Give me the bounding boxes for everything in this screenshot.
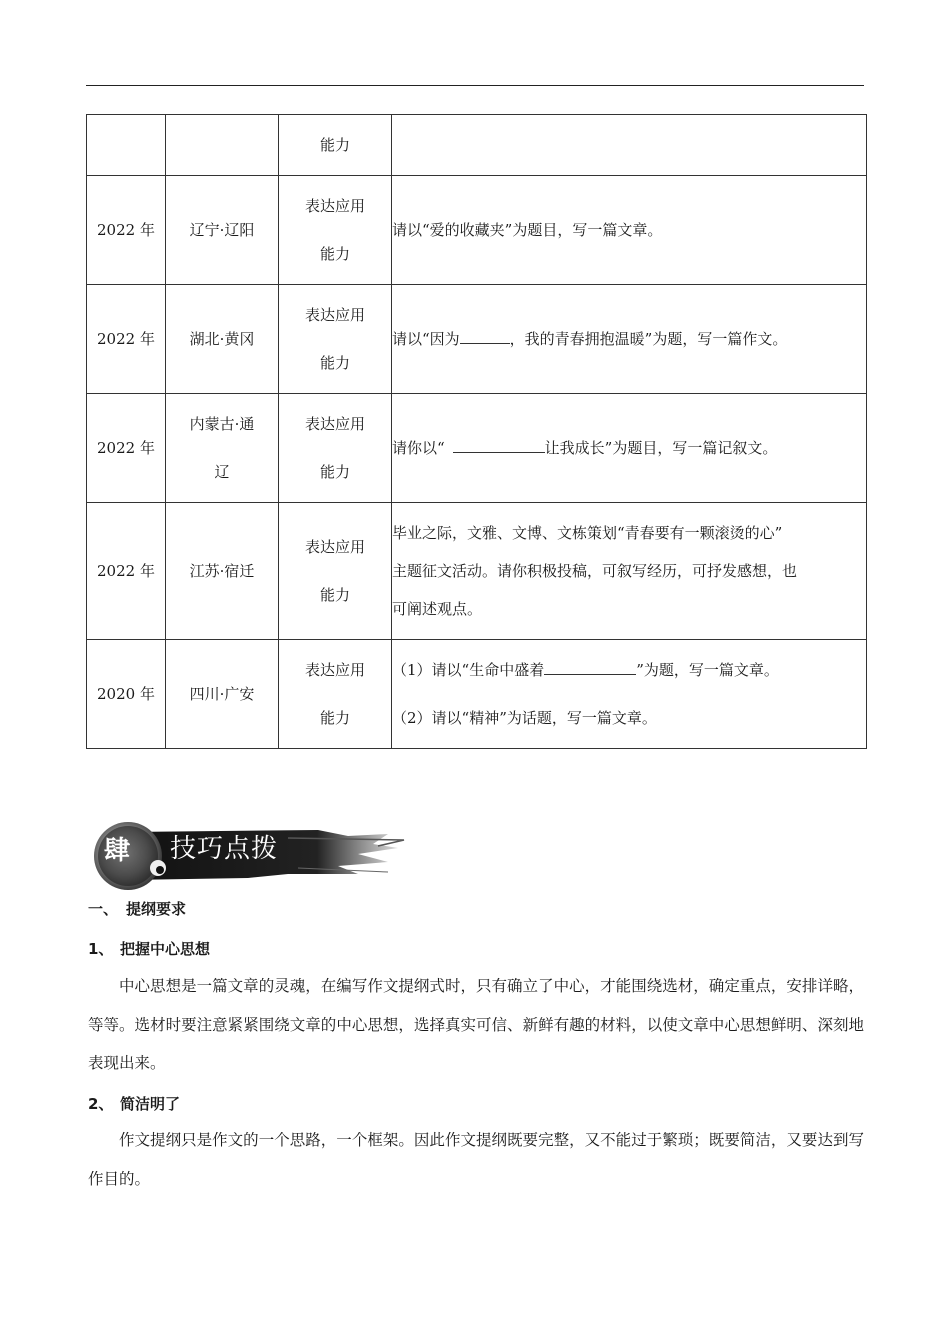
banner-char: 肆 <box>104 836 131 866</box>
fill-blank <box>544 659 636 675</box>
table-row <box>87 115 867 176</box>
task-cell <box>392 115 867 176</box>
region-cell <box>166 115 279 176</box>
task-text: （1）请以“生命中盛着 <box>392 661 545 679</box>
task-line <box>392 646 866 694</box>
task-text: ，我的青春拥抱温暖”为题，写一篇作文。 <box>509 330 788 348</box>
task-line: （2）请以“精神”为话题，写一篇文章。 <box>392 709 657 727</box>
task-line: 主题征文活动。请你积极投稿，可叙写经历，可抒发感想，也 <box>392 562 798 580</box>
section-number: 一、 <box>88 900 119 918</box>
region-cell: 湖北·黄冈 <box>166 285 279 394</box>
year-cell: 2020 年 <box>87 640 166 749</box>
type-cell <box>279 640 392 749</box>
type-line: 能力 <box>319 709 350 727</box>
type-line: 表达应用 <box>304 415 365 433</box>
region-line: 辽 <box>214 463 230 481</box>
section-heading <box>88 898 186 919</box>
exam-table <box>86 114 867 749</box>
section-title: 提纲要求 <box>126 900 187 918</box>
type-line: 能力 <box>319 586 350 604</box>
task-cell <box>392 640 867 749</box>
table-row <box>87 640 867 749</box>
task-text: 请以“因为 <box>392 330 460 348</box>
region-cell: 辽宁·辽阳 <box>166 176 279 285</box>
year-cell <box>87 115 166 176</box>
banner-title: 技巧点拨 <box>170 834 279 864</box>
type-cell: 能力 <box>279 115 392 176</box>
task-text: ”为题，写一篇文章。 <box>636 661 779 679</box>
subheading-number: 2、 <box>88 1095 114 1113</box>
type-cell <box>279 285 392 394</box>
type-cell <box>279 176 392 285</box>
type-line: 表达应用 <box>304 538 365 556</box>
year-cell: 2022 年 <box>87 176 166 285</box>
paragraph: 作文提纲只是作文的一个思路，一个框架。因此作文提纲既要完整，又不能过于繁琐；既要简洁，又要达到写作目的。 <box>88 1131 864 1188</box>
type-line: 能力 <box>319 354 350 372</box>
type-line: 表达应用 <box>304 197 365 215</box>
paragraph: 中心思想是一篇文章的灵魂，在编写作文提纲式时，只有确立了中心，才能围绕选材，确定重点，安排详略，等等。选材时要注意紧紧围绕文章的中心思想，选择真实可信、新鲜有趣的材料，以使文章中心思想鲜明、深刻地表现出来。 <box>88 977 864 1072</box>
year-cell: 2022 年 <box>87 503 166 640</box>
task-cell <box>392 285 867 394</box>
year-cell: 2022 年 <box>87 394 166 503</box>
subheading-number: 1、 <box>88 940 114 958</box>
task-line: 可阐述观点。 <box>392 600 483 618</box>
region-cell <box>166 394 279 503</box>
type-line: 表达应用 <box>304 661 365 679</box>
subheading-title: 把握中心思想 <box>120 940 211 958</box>
header-rule <box>86 85 864 86</box>
type-cell <box>279 503 392 640</box>
task-text: 请你以“ <box>392 439 445 457</box>
task-cell <box>392 394 867 503</box>
table-row <box>87 285 867 394</box>
year-cell: 2022 年 <box>87 285 166 394</box>
table-row <box>87 176 867 285</box>
subheading <box>88 1093 180 1114</box>
subheading-title: 简洁明了 <box>120 1095 181 1113</box>
task-cell <box>392 503 867 640</box>
fill-blank <box>453 437 545 453</box>
fill-blank <box>460 328 510 344</box>
subheading <box>88 938 210 959</box>
region-cell: 四川·广安 <box>166 640 279 749</box>
table-row <box>87 503 867 640</box>
table-row <box>87 394 867 503</box>
type-line: 能力 <box>319 245 350 263</box>
region-cell: 江苏·宿迁 <box>166 503 279 640</box>
type-line: 表达应用 <box>304 306 365 324</box>
task-text: 让我成长”为题目，写一篇记叙文。 <box>544 439 778 457</box>
region-line: 内蒙古·通 <box>189 415 255 433</box>
type-cell <box>279 394 392 503</box>
type-line: 能力 <box>319 463 350 481</box>
task-cell: 请以“爱的收藏夹”为题目，写一篇文章。 <box>392 176 867 285</box>
task-line: 毕业之际，文雅、文博、文栋策划“青春要有一颗滚烫的心” <box>392 524 783 542</box>
